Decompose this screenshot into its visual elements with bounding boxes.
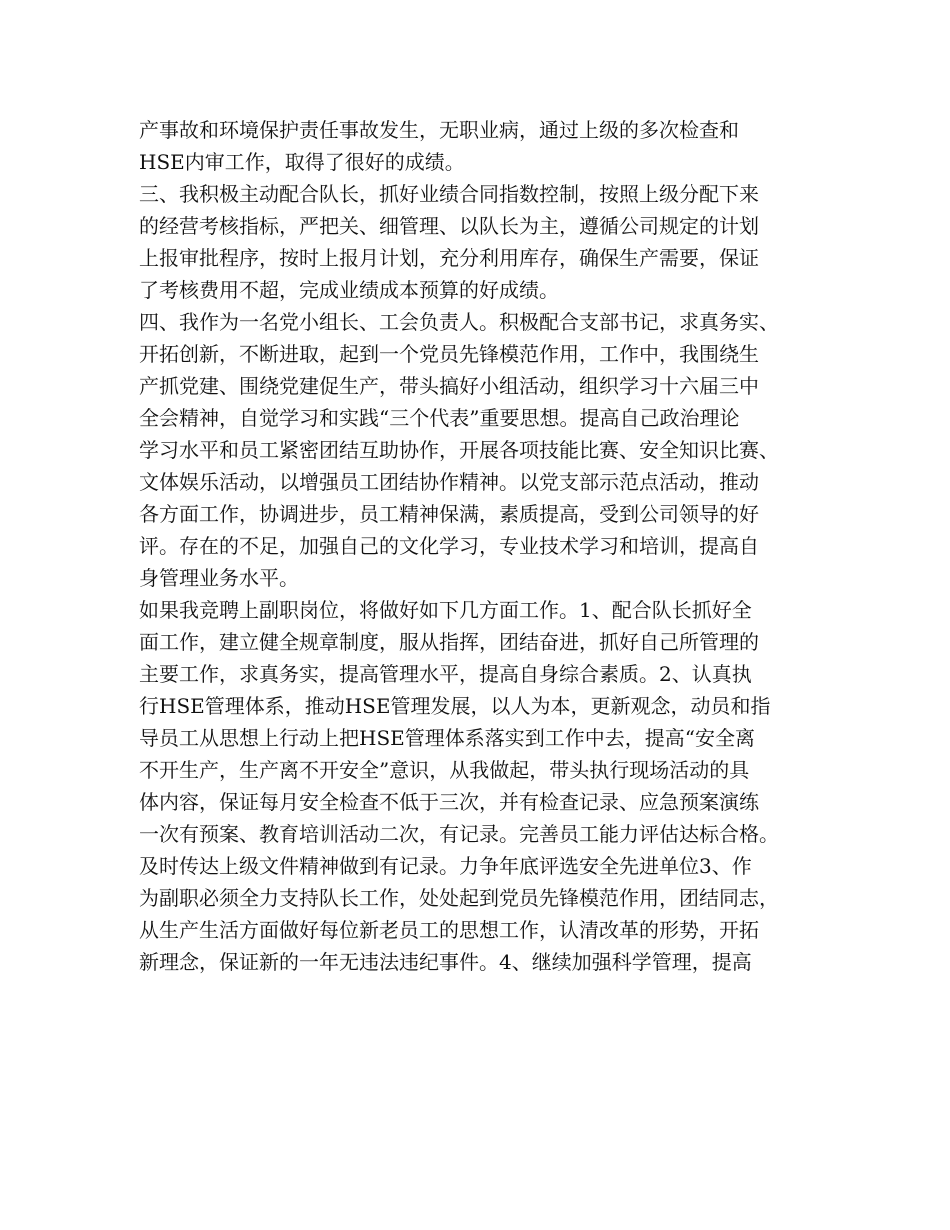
text-line: 体内容，保证每月安全检查不低于三次，并有检查记录、应急预案演练	[139, 790, 759, 814]
text-line: 从生产生活方面做好每位新老员工的思想工作，认清改革的形势，开拓	[139, 918, 759, 942]
text-line: 学习水平和员工紧密团结互助协作，开展各项技能比赛、安全知识比赛、	[139, 438, 779, 462]
text-line: 上报审批程序，按时上报月计划，充分利用库存，确保生产需要，保证	[139, 246, 759, 270]
text-line: 产抓党建、围绕党建促生产，带头搞好小组活动，组织学习十六届三中	[139, 374, 759, 398]
text-line: 全会精神，自觉学习和实践“三个代表”重要思想。提高自己政治理论	[139, 406, 740, 430]
text-line: 产事故和环境保护责任事故发生，无职业病，通过上级的多次检查和	[139, 118, 739, 142]
text-line: 文体娱乐活动，以增强员工团结协作精神。以党支部示范点活动，推动	[139, 470, 759, 494]
text-line: 了考核费用不超，完成业绩成本预算的好成绩。	[139, 278, 559, 302]
text-line: 及时传达上级文件精神做到有记录。力争年底评选安全先进单位3、作	[139, 854, 752, 878]
text-line: 导员工从思想上行动上把HSE管理体系落实到工作中去，提高“安全离	[139, 726, 755, 750]
text-line: 三、我积极主动配合队长，抓好业绩合同指数控制，按照上级分配下来	[139, 182, 759, 206]
text-line: 不开生产，生产离不开安全”意识，从我做起，带头执行现场活动的具	[139, 758, 750, 782]
text-line: 行HSE管理体系，推动HSE管理发展，以人为本，更新观念，动员和指	[139, 694, 771, 718]
text-line: 面工作，建立健全规章制度，服从指挥，团结奋进，抓好自己所管理的	[139, 630, 759, 654]
text-line: 的经营考核指标，严把关、细管理、以队长为主，遵循公司规定的计划	[139, 214, 759, 238]
body-text	[139, 114, 829, 978]
text-line: HSE内审工作，取得了很好的成绩。	[139, 150, 465, 174]
text-line: 主要工作，求真务实，提高管理水平，提高自身综合素质。2、认真执	[139, 662, 752, 686]
text-line: 身管理业务水平。	[139, 566, 299, 590]
text-line: 为副职必须全力支持队长工作，处处起到党员先锋模范作用，团结同志，	[139, 886, 779, 910]
text-line: 评。存在的不足，加强自己的文化学习，专业技术学习和培训，提高自	[139, 534, 759, 558]
text-line: 新理念，保证新的一年无违法违纪事件。4、继续加强科学管理，提高	[139, 950, 752, 974]
text-line: 四、我作为一名党小组长、工会负责人。积极配合支部书记，求真务实、	[139, 310, 779, 334]
text-line: 一次有预案、教育培训活动二次，有记录。完善员工能力评估达标合格。	[139, 822, 779, 846]
text-line: 开拓创新，不断进取，起到一个党员先锋模范作用，工作中，我围绕生	[139, 342, 759, 366]
text-line: 如果我竞聘上副职岗位，将做好如下几方面工作。1、配合队长抓好全	[139, 598, 752, 622]
text-line: 各方面工作，协调进步，员工精神保满，素质提高，受到公司领导的好	[139, 502, 759, 526]
